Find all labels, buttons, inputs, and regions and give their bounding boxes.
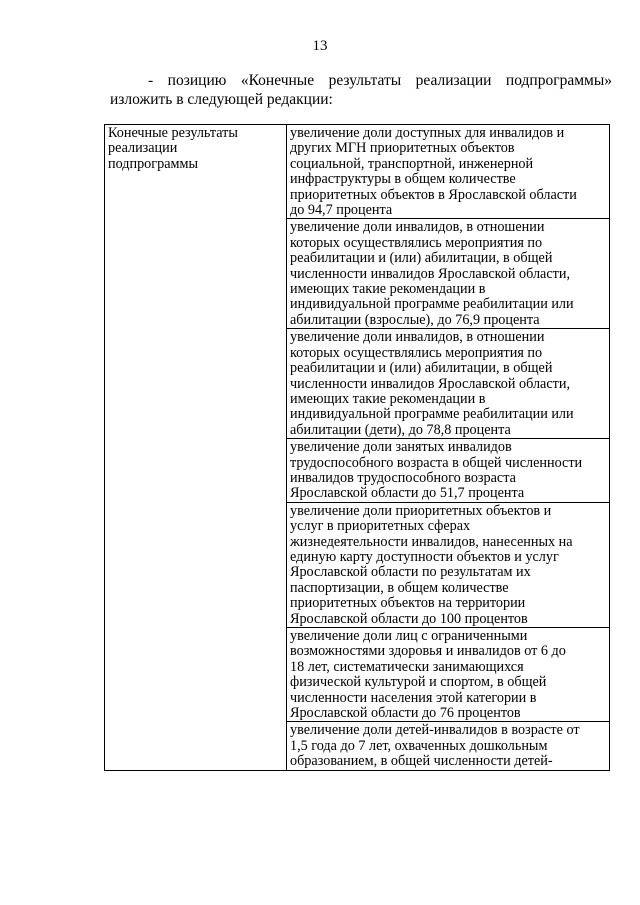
result-cell [287, 502, 610, 627]
intro-paragraph [110, 71, 612, 109]
page-number: 13 [312, 38, 328, 54]
result-text: увеличение доли лиц с ограниченными возможностями здоровья и инвалидов от 6 до 18 лет, систематически занимающихся физической культурой и спортом, в общей численности населения этой категории в Ярославской области до 76 процентов [290, 628, 566, 722]
result-text: увеличение доли инвалидов, в отношении которых осуществлялись мероприятия по реабилитации и (или) абилитации, в общей численности инвалидов Ярославской области, имеющих такие рекомендации в индивидуальной программе реабилитации или абилитации (дети), до 78,8 процента [290, 329, 574, 438]
result-cell [287, 125, 610, 219]
result-text: увеличение доли занятых инвалидов трудоспособного возраста в общей численности инвалидов трудоспособного возраста Ярославской области до 51,7 процента [290, 439, 583, 502]
label-cell [105, 125, 287, 771]
intro-line-1: - позицию «Конечные результаты реализации подпрограммы» [148, 72, 612, 89]
result-text: увеличение доли доступных для инвалидов и других МГН приоритетных объектов социальной, транспортной, инженерной инфраструктуры в общем количестве приоритетных объектов в Ярославской области до 94,7 процента [290, 125, 577, 219]
result-cell [287, 219, 610, 329]
result-text: увеличение доли приоритетных объектов и услуг в приоритетных сферах жизнедеятельности инвалидов, нанесенных на единую карту доступности объектов и услуг Ярославской области по результатам их паспортизации, в общем количестве приоритетных объектов на территории Ярославской области до 100 процентов [290, 502, 573, 627]
intro-line-2: изложить в следующей редакции: [110, 91, 333, 108]
result-text: увеличение доли инвалидов, в отношении которых осуществлялись мероприятия по реабилитации и (или) абилитации, в общей численности инвалидов Ярославской области, имеющих такие рекомендации в индивидуальной программе реабилитации или абилитации (взрослые), до 76,9 процента [290, 219, 574, 328]
label-text: Конечные результаты реализации подпрограммы [108, 125, 238, 172]
table-row [105, 125, 610, 219]
results-table [104, 124, 610, 771]
result-cell [287, 722, 610, 770]
result-cell [287, 329, 610, 439]
result-cell [287, 439, 610, 503]
result-text: увеличение доли детей-инвалидов в возрасте от 1,5 года до 7 лет, охваченных дошкольным образованием, в общей численности детей- [290, 722, 580, 770]
result-cell [287, 628, 610, 722]
